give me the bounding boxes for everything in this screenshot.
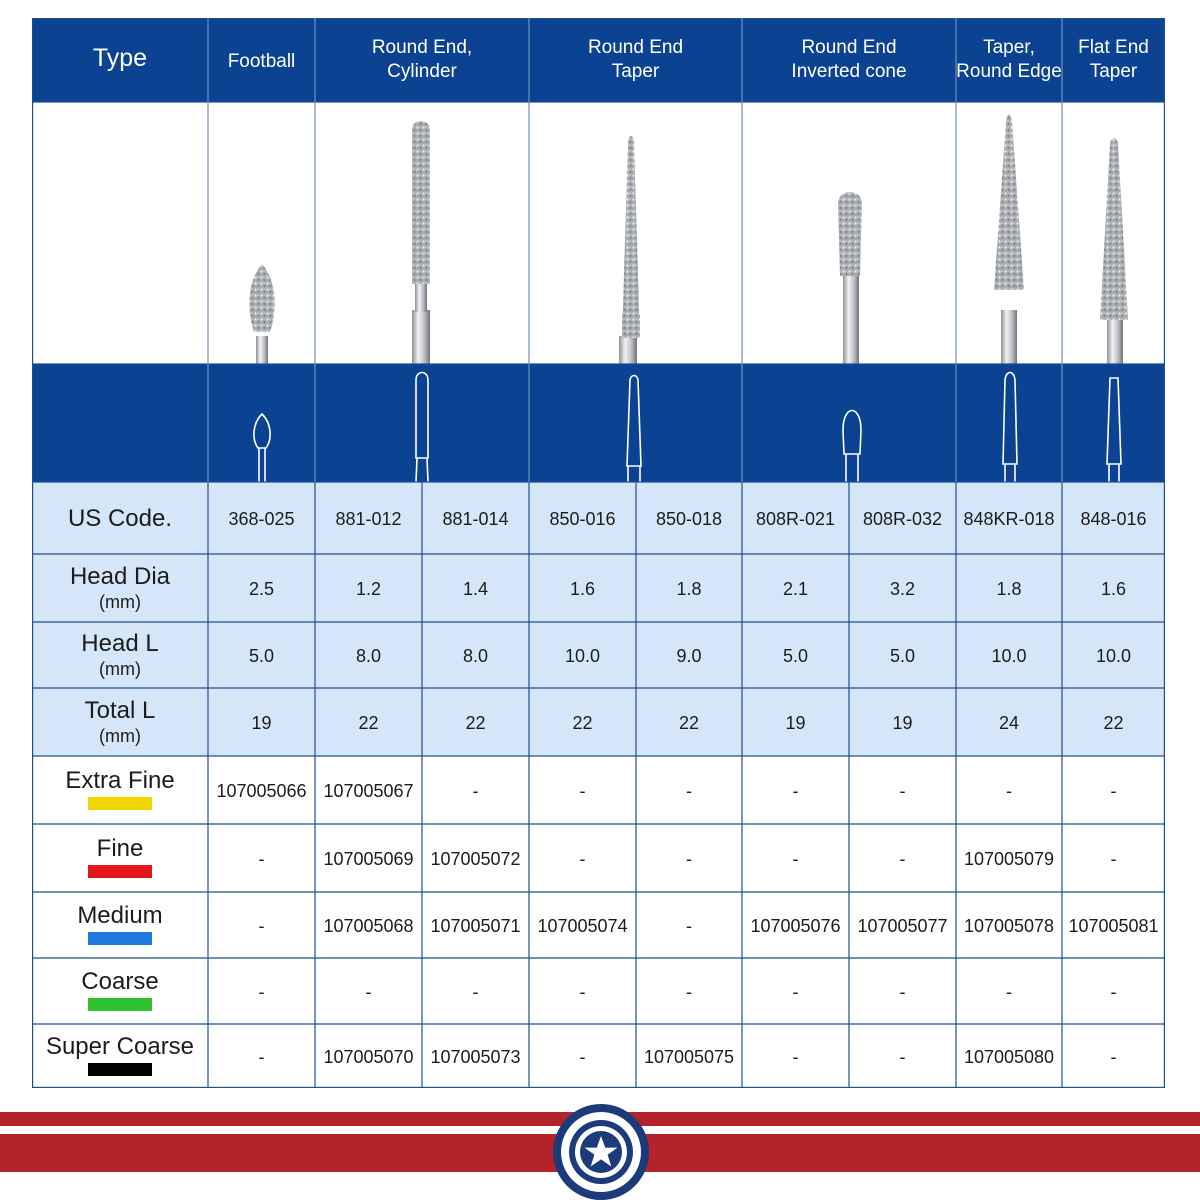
burs-spec-table xyxy=(32,18,1165,1088)
type-header: Type xyxy=(92,44,148,72)
table-cell: 107005069 xyxy=(323,849,414,869)
table-cell: - xyxy=(1110,849,1117,869)
shape-header-label: Football xyxy=(227,51,296,72)
table-cell: 19 xyxy=(892,713,913,733)
table-cell: 24 xyxy=(998,713,1020,733)
table-cell: 848-016 xyxy=(1080,509,1147,529)
table-cell: - xyxy=(899,849,906,869)
table-cell: 22 xyxy=(572,713,593,733)
table-cell: - xyxy=(1110,781,1117,801)
table-cell: 107005070 xyxy=(323,1047,414,1067)
shape-header-label: Round End, xyxy=(371,37,473,58)
grit-color-swatch xyxy=(88,797,152,810)
table-cell: 850-016 xyxy=(549,509,616,529)
grit-label: Medium xyxy=(77,902,163,929)
row-label: Total L xyxy=(84,697,156,724)
table-cell: 1.8 xyxy=(676,579,702,599)
star-emblem-icon xyxy=(553,1104,649,1200)
table-cell: 22 xyxy=(358,713,379,733)
shape-header-label: Taper xyxy=(611,61,660,82)
table-cell: 5.0 xyxy=(782,646,809,666)
table-cell: 2.5 xyxy=(248,579,275,599)
table-cell: - xyxy=(365,982,372,1002)
table-cell: - xyxy=(792,849,799,869)
shape-header-label: Cylinder xyxy=(387,61,457,82)
table-cell: - xyxy=(1006,982,1012,1002)
table-cell: - xyxy=(258,916,265,936)
table-cell: 1.6 xyxy=(569,579,596,599)
table-cell: 8.0 xyxy=(462,646,489,666)
grit-color-swatch xyxy=(88,865,152,878)
table-cell: 22 xyxy=(465,713,486,733)
table-cell: 881-014 xyxy=(442,509,509,529)
table-cell: - xyxy=(579,982,586,1002)
image-band xyxy=(32,102,1165,364)
table-cell: 19 xyxy=(785,713,806,733)
table-cell: - xyxy=(686,982,692,1002)
shape-header-label: Flat End xyxy=(1078,37,1149,58)
table-cell: 1.4 xyxy=(462,579,489,599)
grit-label: Super Coarse xyxy=(45,1033,195,1060)
table-cell: 107005080 xyxy=(963,1047,1055,1067)
footer-banner xyxy=(0,1100,1200,1200)
table-cell: - xyxy=(1006,781,1012,801)
table-cell: 3.2 xyxy=(889,579,916,599)
table-cell: 848KR-018 xyxy=(963,509,1055,529)
grit-label: Extra Fine xyxy=(65,767,175,794)
table-cell: - xyxy=(686,916,692,936)
row-label: Head Dia xyxy=(69,563,171,590)
table-cell: 107005067 xyxy=(323,781,414,801)
table-cell: - xyxy=(579,1047,586,1067)
table-cell: - xyxy=(1110,982,1117,1002)
table-cell: 9.0 xyxy=(676,646,702,666)
table-cell: - xyxy=(792,982,799,1002)
table-cell: - xyxy=(686,849,692,869)
shape-header-label: Inverted cone xyxy=(791,61,907,82)
table-cell: 22 xyxy=(678,713,700,733)
table-cell: 107005078 xyxy=(963,916,1055,936)
table-cell: 22 xyxy=(1103,713,1124,733)
table-cell: 808R-032 xyxy=(862,509,943,529)
table-cell: 1.6 xyxy=(1100,579,1127,599)
shape-header-label: Taper xyxy=(1089,61,1138,82)
cylinder-bur-photo xyxy=(412,121,430,364)
table-cell: 8.0 xyxy=(355,646,382,666)
table-cell: - xyxy=(472,982,479,1002)
table-cell: 808R-021 xyxy=(755,509,836,529)
table-cell: 2.1 xyxy=(782,579,809,599)
table-cell: 10.0 xyxy=(1095,646,1132,666)
table-cell: - xyxy=(258,982,265,1002)
row-unit: (mm) xyxy=(99,592,141,612)
table-cell: 1.8 xyxy=(996,579,1022,599)
table-cell: - xyxy=(686,781,692,801)
table-cell: 5.0 xyxy=(248,646,275,666)
table-cell: 850-018 xyxy=(655,509,723,529)
table-cell: - xyxy=(899,781,906,801)
header-band xyxy=(32,18,1165,102)
shape-header-label: Round End xyxy=(587,37,684,58)
table-cell: 881-012 xyxy=(335,509,402,529)
grit-color-swatch xyxy=(88,998,152,1011)
table-cell: 107005068 xyxy=(323,916,414,936)
table-cell: 368-025 xyxy=(228,509,295,529)
table-cell: - xyxy=(899,982,906,1002)
table-cell: 107005071 xyxy=(430,916,521,936)
table-cell: 107005081 xyxy=(1068,916,1159,936)
table-cell: - xyxy=(258,849,265,869)
table-cell: 19 xyxy=(251,713,272,733)
table-cell: - xyxy=(899,1047,906,1067)
table-cell: 107005066 xyxy=(216,781,307,801)
shape-header-label: Round End xyxy=(801,37,897,58)
grit-label: Fine xyxy=(96,835,144,862)
table-cell: - xyxy=(792,1047,799,1067)
table-cell: 107005076 xyxy=(750,916,841,936)
table-cell: 10.0 xyxy=(991,646,1027,666)
table-cell: - xyxy=(579,781,586,801)
grit-label: Coarse xyxy=(81,968,159,995)
grit-color-swatch xyxy=(88,1063,152,1076)
row-unit: (mm) xyxy=(99,659,141,679)
table-cell: 107005074 xyxy=(537,916,628,936)
outline-band xyxy=(32,364,1165,482)
row-label: US Code. xyxy=(67,505,173,532)
shape-header-label: Taper, xyxy=(983,37,1035,58)
table-cell: 107005073 xyxy=(430,1047,521,1067)
table-cell: - xyxy=(258,1047,265,1067)
table-cell: 10.0 xyxy=(564,646,601,666)
row-unit: (mm) xyxy=(99,726,141,746)
grit-color-swatch xyxy=(88,932,152,945)
table-cell: - xyxy=(579,849,586,869)
table-cell: 107005075 xyxy=(643,1047,735,1067)
table-cell: 107005072 xyxy=(430,849,521,869)
table-cell: - xyxy=(1110,1047,1117,1067)
shape-header-label: Round Edge xyxy=(956,61,1062,82)
row-label: Head L xyxy=(81,630,159,657)
table-cell: 1.2 xyxy=(355,579,382,599)
table-cell: - xyxy=(792,781,799,801)
table-cell: 107005079 xyxy=(963,849,1055,869)
table-cell: 107005077 xyxy=(857,916,948,936)
table-cell: 5.0 xyxy=(889,646,916,666)
table-cell: - xyxy=(472,781,479,801)
